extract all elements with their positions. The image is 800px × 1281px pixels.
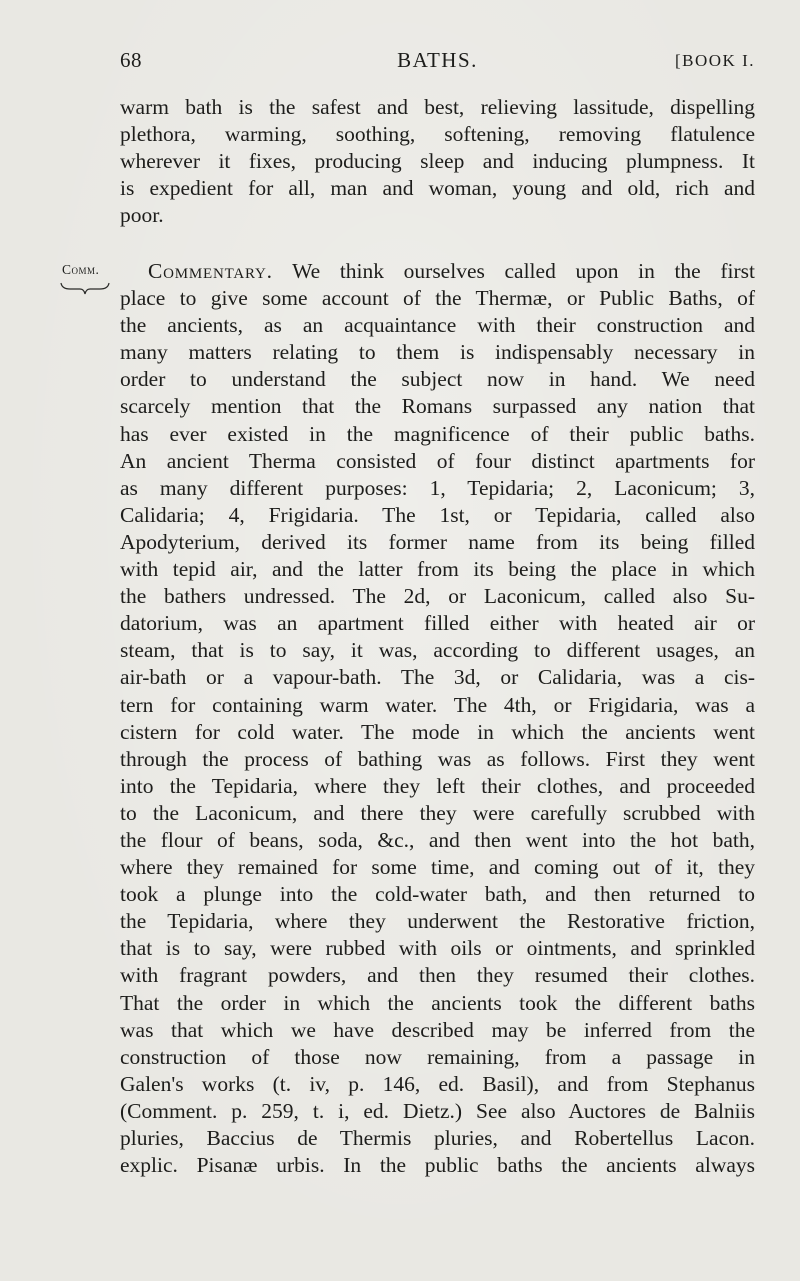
book-reference: [BOOK I. bbox=[675, 51, 755, 70]
text-line: wherever it fixes, producing sleep and inducing plumpness. It bbox=[120, 149, 755, 174]
text-line: construction of those now remaining, from a passage in bbox=[120, 1044, 755, 1069]
page-header bbox=[120, 48, 755, 76]
text-line: many matters relating to them is indispensably necessary in bbox=[120, 340, 755, 365]
text-line: That the order in which the ancients took the different baths bbox=[120, 990, 755, 1015]
text-line: pluries, Baccius de Thermis pluries, and Robertellus Lacon. bbox=[120, 1126, 755, 1150]
text-line: place to give some account of the Thermæ, or Public Baths, of bbox=[120, 286, 755, 311]
text-line: has ever existed in the magnificence of their public baths. bbox=[120, 421, 755, 446]
text-line: that is to say, were rubbed with oils or ointments, and sprinkled bbox=[120, 936, 755, 961]
text-line: steam, that is to say, it was, according to different usages, an bbox=[120, 638, 755, 663]
text-line: order to understand the subject now in hand. We need bbox=[120, 367, 755, 392]
text-line: was that which we have described may be inferred from the bbox=[120, 1017, 755, 1042]
commentary-paragraph bbox=[120, 258, 755, 1179]
running-title: BATHS. bbox=[397, 48, 478, 72]
text-line: warm bath is the safest and best, relieving lassitude, dispelling bbox=[120, 95, 755, 119]
text-line: Apodyterium, derived its former name from its being filled bbox=[120, 529, 755, 554]
text-line: scarcely mention that the Romans surpassed any nation that bbox=[120, 394, 755, 419]
margin-note: Comm. bbox=[62, 262, 100, 277]
text-line: the Tepidaria, where they underwent the Restorative friction, bbox=[120, 909, 755, 934]
text-line: into the Tepidaria, where they left their clothes, and proceeded bbox=[120, 773, 755, 798]
paragraph-continuation bbox=[120, 94, 755, 229]
text-line: plethora, warming, soothing, softening, removing flatulence bbox=[120, 122, 755, 147]
text-line: An ancient Therma consisted of four distinct apartments for bbox=[120, 448, 755, 473]
text-line: with tepid air, and the latter from its being the place in which bbox=[120, 557, 755, 582]
page-number: 68 bbox=[120, 48, 142, 72]
text-line: tern for containing warm water. The 4th, or Frigidaria, was a bbox=[120, 692, 755, 717]
text-line: Galen's works (t. iv, p. 146, ed. Basil), and from Stephanus bbox=[120, 1071, 755, 1096]
text-line: through the process of bathing was as follows. First they went bbox=[120, 746, 755, 771]
text-line: Calidaria; 4, Frigidaria. The 1st, or Tepidaria, called also bbox=[120, 502, 755, 527]
text-line: the ancients, as an acquaintance with their construction and bbox=[120, 313, 755, 338]
text-line: as many different purposes: 1, Tepidaria; 2, Laconicum; 3, bbox=[120, 475, 755, 500]
text-line: cistern for cold water. The mode in which the ancients went bbox=[120, 719, 755, 744]
text-line: datorium, was an apartment filled either with heated air or bbox=[120, 611, 755, 636]
text-line-first bbox=[120, 258, 755, 285]
text-line: with fragrant powders, and then they resumed their clothes. bbox=[120, 963, 755, 988]
first-line-text: We think ourselves called upon in the first bbox=[292, 259, 755, 283]
text-line: explic. Pisanæ urbis. In the public baths the ancients always bbox=[120, 1153, 755, 1178]
text-line: the flour of beans, soda, &c., and then went into the hot bath, bbox=[120, 827, 755, 852]
text-line: where they remained for some time, and coming out of it, they bbox=[120, 855, 755, 880]
text-line: poor. bbox=[120, 203, 164, 228]
text-line: to the Laconicum, and there they were carefully scrubbed with bbox=[120, 800, 755, 825]
text-line: air-bath or a vapour-bath. The 3d, or Calidaria, was a cis- bbox=[120, 665, 755, 690]
text-line: (Comment. p. 259, t. i, ed. Dietz.) See also Auctores de Balniis bbox=[120, 1098, 755, 1123]
text-line: is expedient for all, man and woman, young and old, rich and bbox=[120, 176, 755, 201]
text-line: the bathers undressed. The 2d, or Laconicum, called also Su- bbox=[120, 584, 755, 609]
margin-brace-icon bbox=[60, 281, 110, 295]
commentary-heading: Commentary. bbox=[148, 259, 273, 283]
text-line: took a plunge into the cold-water bath, and then returned to bbox=[120, 882, 755, 907]
